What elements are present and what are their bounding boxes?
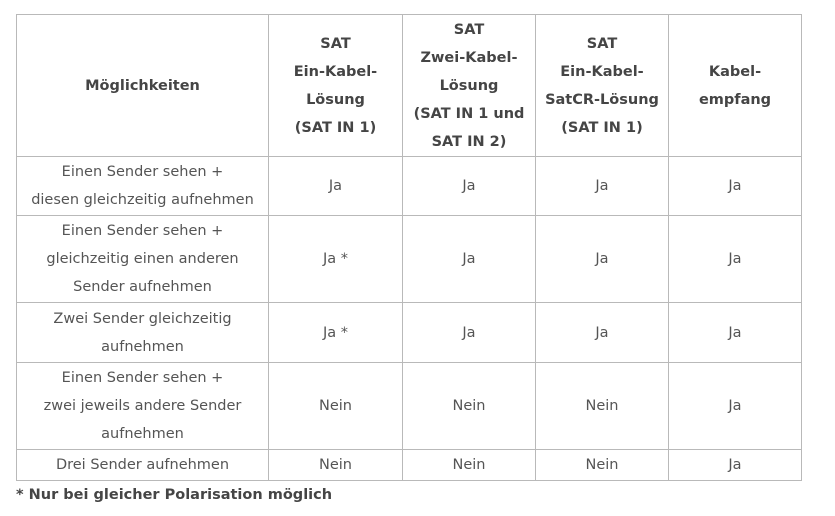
header-cell-sat-dual-cable: SAT Zwei-Kabel- Lösung (SAT IN 1 und SAT IN 2) (403, 15, 536, 157)
table-row (17, 363, 802, 450)
table-cell: Nein (269, 363, 403, 450)
comparison-table (16, 14, 802, 481)
table-cell: Ja (403, 216, 536, 303)
table-row (17, 157, 802, 216)
table-cell: Ja (669, 303, 802, 363)
row-label: Einen Sender sehen + diesen gleichzeitig aufnehmen (17, 157, 269, 216)
table-cell: Ja (669, 216, 802, 303)
table-cell: Ja (669, 157, 802, 216)
table-cell: Nein (536, 363, 669, 450)
row-label: Einen Sender sehen + gleichzeitig einen anderen Sender aufnehmen (17, 216, 269, 303)
table-row (17, 216, 802, 303)
table-cell: Ja (536, 157, 669, 216)
table-cell: Ja (403, 157, 536, 216)
table-cell: Ja (536, 303, 669, 363)
table-cell: Ja * (269, 303, 403, 363)
row-label: Einen Sender sehen + zwei jeweils andere Sender aufnehmen (17, 363, 269, 450)
header-row (17, 15, 802, 157)
table-cell: Ja (403, 303, 536, 363)
table-cell: Nein (536, 450, 669, 481)
table-cell: Nein (269, 450, 403, 481)
footnote: * Nur bei gleicher Polarisation möglich (16, 487, 333, 503)
header-cell-sat-single-cable: SAT Ein-Kabel- Lösung (SAT IN 1) (269, 15, 403, 157)
table-cell: Ja (269, 157, 403, 216)
row-label: Zwei Sender gleichzeitig aufnehmen (17, 303, 269, 363)
table-cell: Ja * (269, 216, 403, 303)
table-cell: Nein (403, 450, 536, 481)
table-cell: Ja (669, 363, 802, 450)
header-cell-options: Möglichkeiten (17, 15, 269, 157)
table-cell: Ja (669, 450, 802, 481)
table-cell: Ja (536, 216, 669, 303)
table-row (17, 450, 802, 481)
header-cell-cable-reception: Kabel- empfang (669, 15, 802, 157)
header-cell-sat-satcr: SAT Ein-Kabel- SatCR-Lösung (SAT IN 1) (536, 15, 669, 157)
table-row (17, 303, 802, 363)
row-label: Drei Sender aufnehmen (17, 450, 269, 481)
table-cell: Nein (403, 363, 536, 450)
